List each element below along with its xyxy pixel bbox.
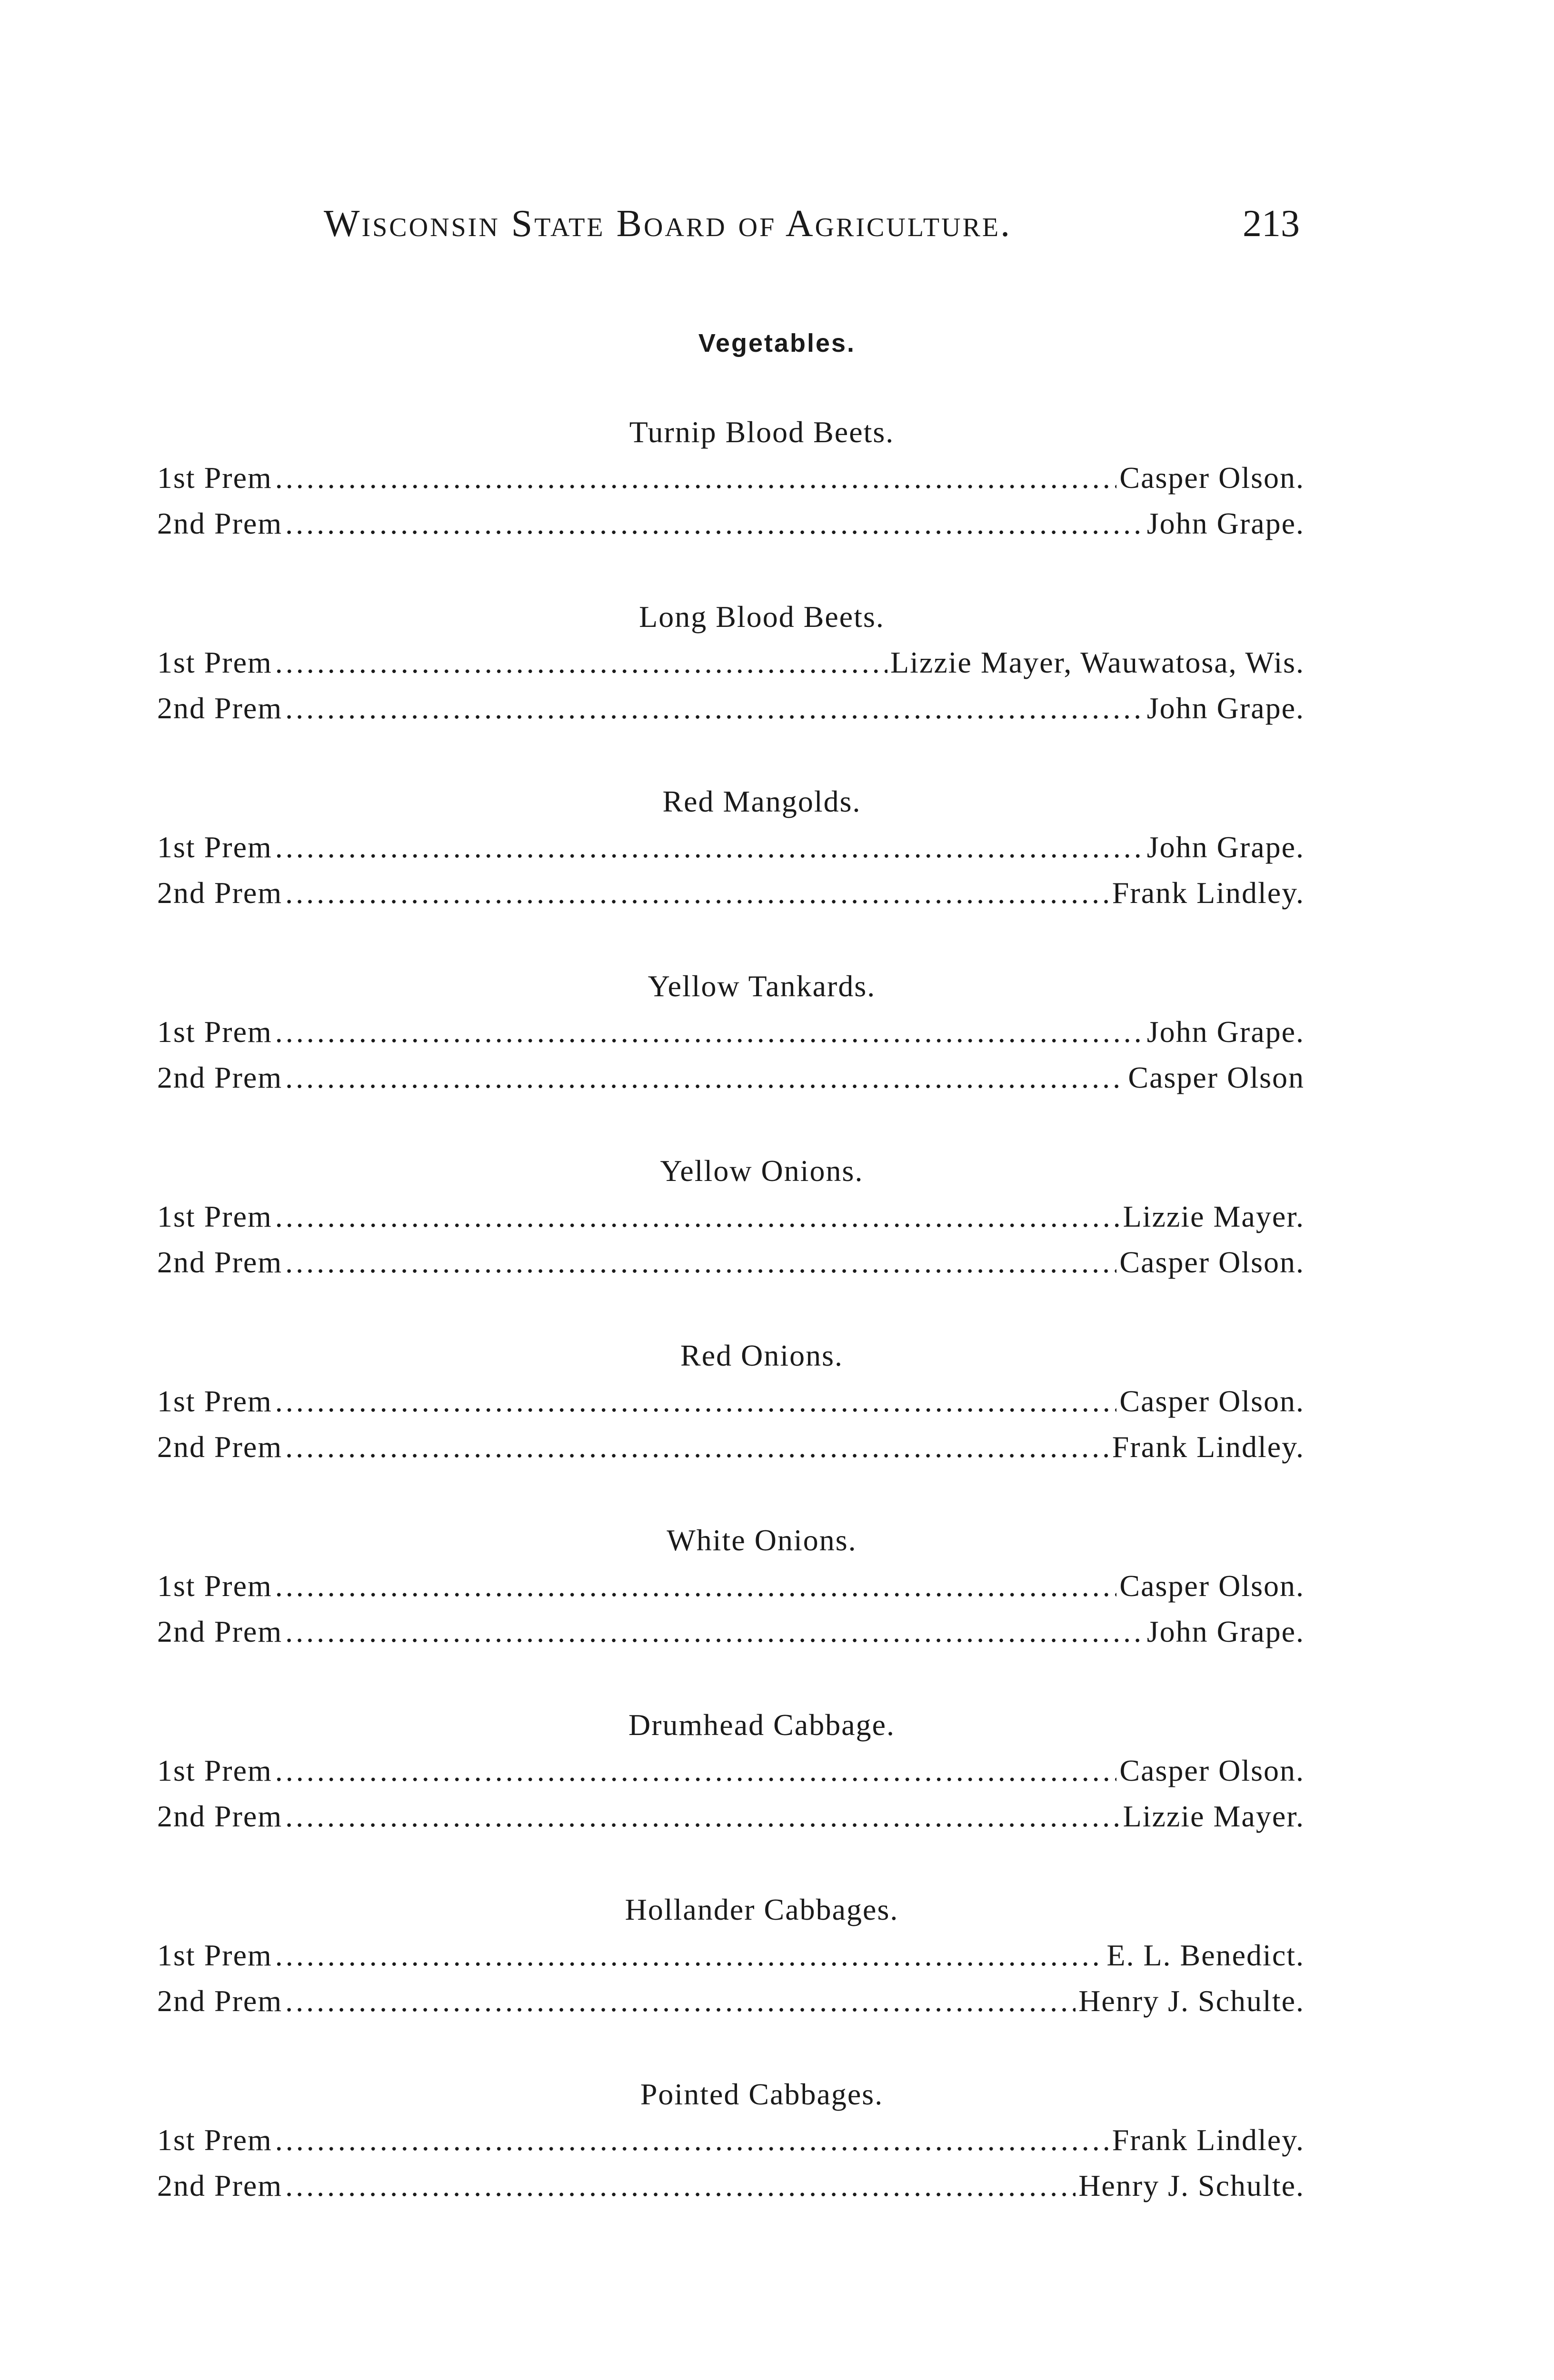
running-title: Wisconsin State Board of Agriculture.	[324, 203, 1012, 245]
category-block	[157, 963, 1305, 1148]
premium-winner: Frank Lindley.	[1112, 876, 1305, 910]
dot-leader	[285, 1055, 1125, 1101]
category-title: Pointed Cabbages.	[640, 2077, 884, 2111]
category-block	[157, 409, 1305, 594]
dot-leader	[285, 1424, 1109, 1470]
premium-row	[157, 640, 1305, 685]
premium-rank: 1st Prem	[157, 645, 272, 679]
category-block	[157, 1517, 1305, 1702]
premium-winner: Casper Olson	[1128, 1061, 1305, 1094]
category-title: Long Blood Beets.	[639, 600, 885, 634]
dot-leader	[285, 1240, 1116, 1285]
dot-leader	[275, 824, 1144, 870]
category-title: Turnip Blood Beets.	[629, 415, 895, 449]
premium-rank: 1st Prem	[157, 2123, 272, 2157]
premium-rank: 1st Prem	[157, 1015, 272, 1049]
category-block	[157, 1702, 1305, 1887]
category-block	[157, 1333, 1305, 1517]
category-block	[157, 594, 1305, 779]
dot-leader	[285, 685, 1144, 731]
dot-leader	[275, 1009, 1144, 1055]
premium-rank: 2nd Prem	[157, 506, 283, 540]
category-block	[157, 779, 1305, 963]
dot-leader	[275, 1194, 1120, 1240]
premium-rank: 1st Prem	[157, 1754, 272, 1787]
page-number: 213	[1243, 203, 1300, 245]
category-title: Hollander Cabbages.	[625, 1893, 899, 1926]
category-block	[157, 1148, 1305, 1333]
category-title: Yellow Tankards.	[648, 969, 876, 1003]
premium-rank: 2nd Prem	[157, 1615, 283, 1648]
category-block	[157, 2072, 1305, 2256]
dot-leader	[285, 1794, 1120, 1839]
premium-row	[157, 1240, 1305, 1285]
premium-rank: 2nd Prem	[157, 1245, 283, 1279]
premium-row	[157, 1378, 1305, 1424]
premium-winner: Lizzie Mayer.	[1123, 1200, 1305, 1233]
premium-rank: 2nd Prem	[157, 1430, 283, 1464]
category-title: Red Mangolds.	[662, 784, 861, 818]
dot-leader	[275, 455, 1117, 501]
premium-list	[157, 409, 1305, 2256]
premium-row	[157, 455, 1305, 501]
premium-row	[157, 1055, 1305, 1101]
category-title: White Onions.	[667, 1523, 857, 1557]
dot-leader	[285, 870, 1109, 916]
premium-row	[157, 1978, 1305, 2024]
premium-row	[157, 1933, 1305, 1978]
category-block	[157, 1887, 1305, 2072]
dot-leader	[275, 1563, 1117, 1609]
premium-winner: Casper Olson.	[1119, 461, 1305, 495]
premium-rank: 2nd Prem	[157, 1799, 283, 1833]
dot-leader	[275, 1933, 1104, 1978]
premium-row	[157, 2163, 1305, 2209]
premium-winner: Casper Olson.	[1119, 1384, 1305, 1418]
premium-rank: 1st Prem	[157, 1384, 272, 1418]
premium-rank: 1st Prem	[157, 830, 272, 864]
premium-rank: 2nd Prem	[157, 1984, 283, 2018]
dot-leader	[285, 501, 1144, 546]
dot-leader	[275, 640, 887, 685]
premium-row	[157, 870, 1305, 916]
premium-rank: 1st Prem	[157, 1938, 272, 1972]
dot-leader	[275, 2117, 1109, 2163]
premium-rank: 2nd Prem	[157, 691, 283, 725]
dot-leader	[275, 1378, 1117, 1424]
premium-rank: 2nd Prem	[157, 2169, 283, 2202]
premium-winner: Frank Lindley.	[1112, 2123, 1305, 2157]
premium-winner: Henry J. Schulte.	[1078, 2169, 1305, 2202]
premium-winner: John Grape.	[1146, 830, 1305, 864]
premium-row	[157, 824, 1305, 870]
premium-row	[157, 1563, 1305, 1609]
premium-row	[157, 685, 1305, 731]
premium-row	[157, 1748, 1305, 1794]
premium-row	[157, 1009, 1305, 1055]
category-title: Red Onions.	[680, 1339, 843, 1372]
premium-winner: Casper Olson.	[1119, 1569, 1305, 1603]
premium-winner: Frank Lindley.	[1112, 1430, 1305, 1464]
premium-row	[157, 1194, 1305, 1240]
premium-rank: 2nd Prem	[157, 876, 283, 910]
premium-row	[157, 501, 1305, 546]
category-title: Drumhead Cabbage.	[628, 1708, 896, 1742]
dot-leader	[285, 2163, 1076, 2209]
premium-winner: Henry J. Schulte.	[1078, 1984, 1305, 2018]
premium-winner: John Grape.	[1146, 1615, 1305, 1648]
premium-rank: 1st Prem	[157, 461, 272, 495]
premium-rank: 1st Prem	[157, 1200, 272, 1233]
category-title: Yellow Onions.	[660, 1154, 864, 1188]
premium-winner: E. L. Benedict.	[1106, 1938, 1305, 1972]
premium-winner: Casper Olson.	[1119, 1245, 1305, 1279]
dot-leader	[275, 1748, 1117, 1794]
premium-rank: 2nd Prem	[157, 1061, 283, 1094]
premium-row	[157, 1424, 1305, 1470]
premium-row	[157, 2117, 1305, 2163]
premium-rank: 1st Prem	[157, 1569, 272, 1603]
premium-winner: John Grape.	[1146, 1015, 1305, 1049]
premium-row	[157, 1609, 1305, 1655]
premium-row	[157, 1794, 1305, 1839]
dot-leader	[285, 1978, 1076, 2024]
premium-winner: John Grape.	[1146, 691, 1305, 725]
running-head	[324, 202, 1300, 255]
section-heading: Vegetables.	[698, 329, 856, 357]
dot-leader	[285, 1609, 1144, 1655]
premium-winner: Lizzie Mayer, Wauwatosa, Wis.	[890, 645, 1305, 679]
premium-winner: Lizzie Mayer.	[1123, 1799, 1305, 1833]
premium-winner: John Grape.	[1146, 506, 1305, 540]
premium-winner: Casper Olson.	[1119, 1754, 1305, 1787]
